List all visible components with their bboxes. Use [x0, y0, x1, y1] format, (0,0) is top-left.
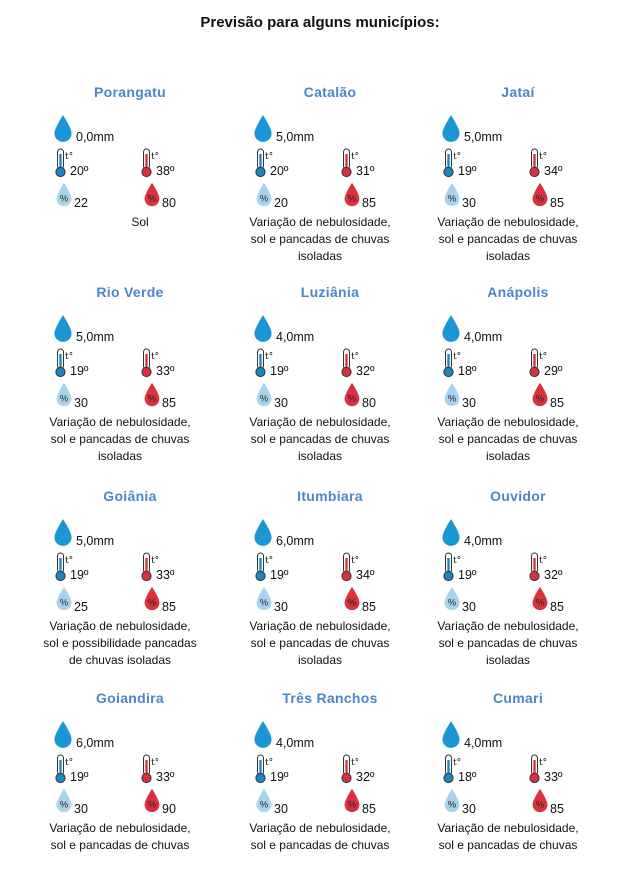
city-name: Itumbiara — [297, 488, 363, 504]
humidity-max-icon — [142, 182, 162, 213]
rain-amount: 4,0mm — [276, 330, 315, 344]
temp-min: 19º — [458, 164, 477, 178]
svg-text:t°: t° — [539, 352, 548, 362]
temp-max: 33º — [156, 770, 175, 784]
description-line: Variação de nebulosidade, — [49, 821, 191, 835]
svg-text:t°: t° — [453, 556, 462, 566]
rain-amount: 6,0mm — [276, 534, 315, 548]
temp-max: 34º — [544, 164, 563, 178]
humidity-max: 85 — [362, 196, 376, 210]
svg-text:t°: t° — [351, 556, 360, 566]
svg-text:%: % — [259, 799, 269, 810]
description-line: Variação de nebulosidade, — [249, 215, 391, 229]
svg-text:t°: t° — [65, 352, 74, 362]
rain-drop-icon — [52, 314, 74, 349]
page-title: Previsão para alguns municípios: — [200, 14, 440, 31]
svg-text:%: % — [447, 799, 457, 810]
city-card-itumbiara — [230, 484, 430, 684]
humidity-min: 22 — [74, 196, 88, 210]
humidity-min-icon — [54, 586, 74, 617]
temp-min: 19º — [458, 568, 477, 582]
rain-drop-icon — [52, 114, 74, 149]
humidity-max-icon — [142, 586, 162, 617]
temp-min: 19º — [70, 770, 89, 784]
city-name: Rio Verde — [96, 284, 164, 300]
svg-text:%: % — [535, 393, 545, 404]
svg-text:%: % — [259, 393, 269, 404]
humidity-max: 85 — [362, 600, 376, 614]
svg-text:%: % — [447, 193, 457, 204]
humidity-max-icon — [342, 382, 362, 413]
description-line: Variação de nebulosidade, — [437, 215, 579, 229]
svg-text:t°: t° — [351, 152, 360, 162]
weather-description — [110, 214, 170, 231]
city-name: Cumari — [492, 690, 544, 706]
rain-drop-icon — [52, 518, 74, 553]
description-line: sol e pancadas de chuvas — [250, 432, 390, 446]
description-line: isoladas — [485, 653, 531, 667]
svg-text:t°: t° — [453, 352, 462, 362]
humidity-min: 30 — [274, 396, 288, 410]
description-line: Variação de nebulosidade, — [437, 821, 579, 835]
temp-min: 19º — [70, 364, 89, 378]
rain-drop-icon — [252, 720, 274, 755]
svg-text:%: % — [347, 799, 357, 810]
humidity-max: 85 — [162, 600, 176, 614]
humidity-max-icon — [142, 788, 162, 819]
humidity-min: 30 — [74, 396, 88, 410]
svg-text:%: % — [347, 597, 357, 608]
description-line: de chuvas isoladas — [68, 653, 172, 667]
svg-text:t°: t° — [453, 152, 462, 162]
svg-text:t°: t° — [151, 758, 160, 768]
rain-amount: 5,0mm — [76, 534, 115, 548]
temp-min: 19º — [270, 364, 289, 378]
city-name: Goiânia — [103, 488, 157, 504]
humidity-min: 25 — [74, 600, 88, 614]
city-card-cumari — [418, 686, 618, 886]
temp-max: 33º — [156, 364, 175, 378]
description-line: sol e pancadas de chuvas — [50, 838, 190, 852]
svg-text:%: % — [447, 393, 457, 404]
humidity-max: 85 — [550, 802, 564, 816]
description-line: sol e pancadas de chuvas — [250, 232, 390, 246]
svg-text:%: % — [147, 597, 157, 608]
svg-text:%: % — [59, 597, 69, 608]
temp-max: 31º — [356, 164, 375, 178]
city-name: Catalão — [303, 84, 357, 100]
humidity-max: 80 — [162, 196, 176, 210]
svg-text:t°: t° — [539, 758, 548, 768]
humidity-min: 30 — [274, 802, 288, 816]
humidity-min-icon — [54, 182, 74, 213]
city-card-luziania — [230, 280, 430, 480]
description-line: sol e pancadas de chuvas — [250, 838, 390, 852]
svg-text:%: % — [535, 597, 545, 608]
humidity-max-icon — [530, 182, 550, 213]
rain-drop-icon — [440, 314, 462, 349]
humidity-max-icon — [142, 382, 162, 413]
humidity-min: 30 — [462, 802, 476, 816]
svg-text:t°: t° — [151, 352, 160, 362]
city-card-goiania — [30, 484, 230, 684]
temp-max: 32º — [356, 364, 375, 378]
svg-text:%: % — [259, 193, 269, 204]
rain-drop-icon — [252, 314, 274, 349]
svg-text:t°: t° — [65, 152, 74, 162]
humidity-max-icon — [530, 382, 550, 413]
humidity-max: 85 — [550, 600, 564, 614]
svg-text:t°: t° — [265, 352, 274, 362]
svg-text:%: % — [447, 597, 457, 608]
weather-description — [418, 214, 598, 265]
description-line: sol e pancadas de chuvas — [438, 232, 578, 246]
city-name: Luziânia — [300, 284, 360, 300]
humidity-min: 30 — [462, 196, 476, 210]
humidity-min-icon — [254, 382, 274, 413]
svg-text:t°: t° — [351, 352, 360, 362]
city-name: Jataí — [501, 84, 535, 100]
temp-min: 20º — [70, 164, 89, 178]
svg-text:%: % — [535, 193, 545, 204]
city-card-porangatu — [30, 80, 230, 280]
humidity-max-icon — [342, 788, 362, 819]
temp-min: 18º — [458, 364, 477, 378]
humidity-min: 20 — [274, 196, 288, 210]
weather-description — [230, 618, 410, 669]
city-card-goiandira — [30, 686, 230, 886]
svg-text:%: % — [59, 393, 69, 404]
city-card-jatai — [418, 80, 618, 280]
svg-text:t°: t° — [265, 758, 274, 768]
description-line: sol e pancadas de chuvas — [438, 432, 578, 446]
humidity-min: 30 — [274, 600, 288, 614]
rain-drop-icon — [252, 518, 274, 553]
humidity-max-icon — [342, 182, 362, 213]
rain-amount: 4,0mm — [276, 736, 315, 750]
svg-text:%: % — [259, 597, 269, 608]
svg-text:t°: t° — [265, 556, 274, 566]
city-name: Porangatu — [94, 84, 166, 100]
rain-amount: 0,0mm — [76, 130, 115, 144]
city-name: Ouvidor — [490, 488, 546, 504]
description-line: Sol — [131, 215, 149, 229]
svg-text:%: % — [147, 193, 157, 204]
svg-text:t°: t° — [265, 152, 274, 162]
temp-max: 32º — [356, 770, 375, 784]
svg-text:%: % — [147, 799, 157, 810]
description-line: sol e pancadas de chuvas — [438, 636, 578, 650]
humidity-min-icon — [442, 182, 462, 213]
description-line: isoladas — [297, 449, 343, 463]
temp-max: 33º — [156, 568, 175, 582]
svg-text:t°: t° — [65, 556, 74, 566]
temp-max: 33º — [544, 770, 563, 784]
rain-amount: 4,0mm — [464, 534, 503, 548]
temp-max: 34º — [356, 568, 375, 582]
svg-text:t°: t° — [453, 758, 462, 768]
weather-description — [418, 414, 598, 465]
weather-description — [230, 414, 410, 465]
description-line: Variação de nebulosidade, — [49, 415, 191, 429]
humidity-max: 90 — [162, 802, 176, 816]
temp-min: 19º — [270, 568, 289, 582]
weather-description — [230, 820, 410, 854]
humidity-max-icon — [342, 586, 362, 617]
city-card-rio-verde — [30, 280, 230, 480]
weather-description — [418, 618, 598, 669]
rain-amount: 5,0mm — [464, 130, 503, 144]
svg-text:t°: t° — [539, 556, 548, 566]
svg-text:t°: t° — [151, 152, 160, 162]
city-card-catalao — [230, 80, 430, 280]
temp-max: 32º — [544, 568, 563, 582]
humidity-min: 30 — [462, 396, 476, 410]
humidity-min-icon — [254, 788, 274, 819]
svg-text:t°: t° — [65, 758, 74, 768]
svg-text:t°: t° — [351, 758, 360, 768]
description-line: Variação de nebulosidade, — [249, 821, 391, 835]
svg-text:t°: t° — [151, 556, 160, 566]
svg-text:%: % — [59, 193, 69, 204]
rain-amount: 6,0mm — [76, 736, 115, 750]
description-line: Variação de nebulosidade, — [49, 619, 191, 633]
description-line: Variação de nebulosidade, — [249, 619, 391, 633]
description-line: sol e pancadas de chuvas — [250, 636, 390, 650]
description-line: isoladas — [485, 449, 531, 463]
rain-drop-icon — [440, 114, 462, 149]
rain-amount: 5,0mm — [76, 330, 115, 344]
humidity-min-icon — [442, 382, 462, 413]
humidity-max: 85 — [550, 396, 564, 410]
description-line: isoladas — [485, 249, 531, 263]
description-line: isoladas — [97, 449, 143, 463]
rain-amount: 5,0mm — [276, 130, 315, 144]
humidity-max-icon — [530, 788, 550, 819]
temp-min: 19º — [270, 770, 289, 784]
rain-drop-icon — [440, 518, 462, 553]
city-card-tres-ranchos — [230, 686, 430, 886]
weather-description — [30, 618, 210, 669]
temp-min: 19º — [70, 568, 89, 582]
humidity-max-icon — [530, 586, 550, 617]
rain-drop-icon — [52, 720, 74, 755]
rain-amount: 4,0mm — [464, 736, 503, 750]
svg-text:%: % — [59, 799, 69, 810]
description-line: isoladas — [297, 653, 343, 667]
city-card-ouvidor — [418, 484, 618, 684]
weather-description — [230, 214, 410, 265]
humidity-min-icon — [54, 382, 74, 413]
city-card-anapolis — [418, 280, 618, 480]
temp-min: 20º — [270, 164, 289, 178]
svg-text:t°: t° — [539, 152, 548, 162]
description-line: Variação de nebulosidade, — [249, 415, 391, 429]
svg-text:%: % — [535, 799, 545, 810]
weather-description — [30, 820, 210, 854]
temp-max: 38º — [156, 164, 175, 178]
rain-amount: 4,0mm — [464, 330, 503, 344]
humidity-min: 30 — [74, 802, 88, 816]
city-name: Goiandira — [95, 690, 165, 706]
svg-text:%: % — [147, 393, 157, 404]
temp-max: 29º — [544, 364, 563, 378]
svg-text:%: % — [347, 193, 357, 204]
rain-drop-icon — [252, 114, 274, 149]
description-line: isoladas — [297, 249, 343, 263]
humidity-min-icon — [442, 586, 462, 617]
svg-text:%: % — [347, 393, 357, 404]
description-line: Variação de nebulosidade, — [437, 415, 579, 429]
humidity-min-icon — [54, 788, 74, 819]
humidity-min-icon — [254, 586, 274, 617]
humidity-min: 30 — [462, 600, 476, 614]
humidity-max: 85 — [362, 802, 376, 816]
weather-description — [418, 820, 598, 854]
city-name: Anápolis — [487, 284, 549, 300]
city-name: Três Ranchos — [282, 690, 378, 706]
humidity-min-icon — [442, 788, 462, 819]
description-line: Variação de nebulosidade, — [437, 619, 579, 633]
rain-drop-icon — [440, 720, 462, 755]
humidity-max: 85 — [162, 396, 176, 410]
humidity-max: 85 — [550, 196, 564, 210]
temp-min: 18º — [458, 770, 477, 784]
description-line: sol e possibilidade pancadas — [43, 636, 197, 650]
humidity-max: 80 — [362, 396, 376, 410]
description-line: sol e pancadas de chuvas — [50, 432, 190, 446]
weather-description — [30, 414, 210, 465]
humidity-min-icon — [254, 182, 274, 213]
description-line: sol e pancadas de chuvas — [438, 838, 578, 852]
